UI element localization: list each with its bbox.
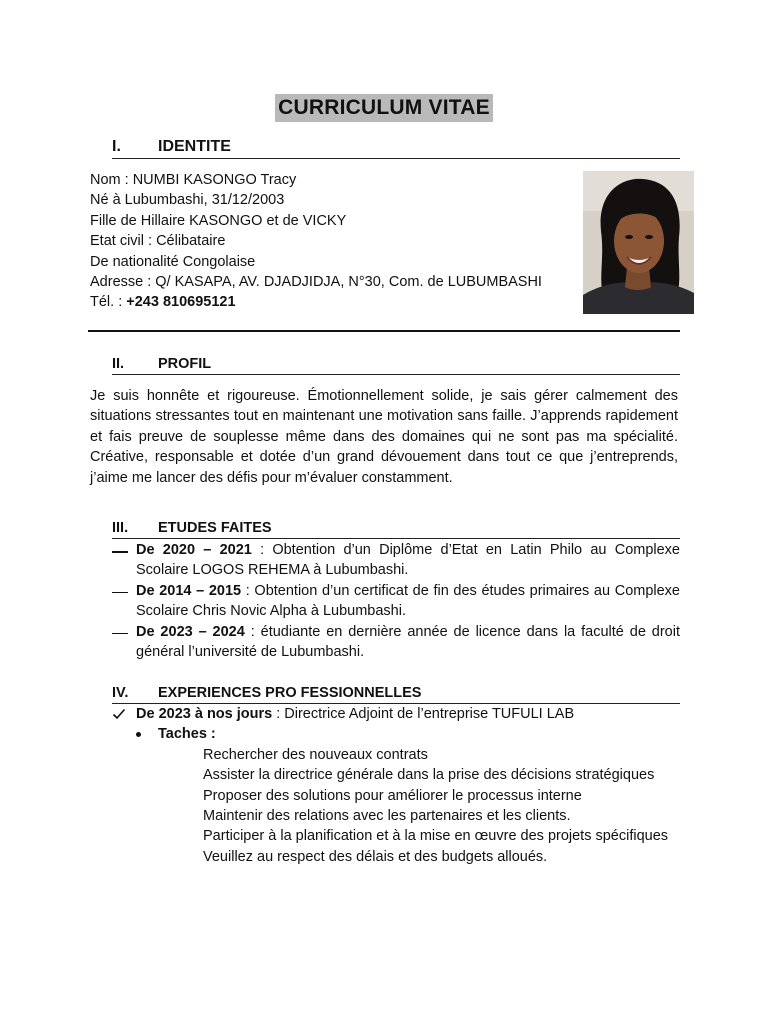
experience-role: : Directrice Adjoint de l’entreprise TUFULI LAB bbox=[272, 706, 575, 722]
identity-name: Nom : NUMBI KASONGO Tracy bbox=[90, 172, 297, 188]
list-item bbox=[110, 581, 680, 622]
section-number: IV. bbox=[112, 685, 129, 701]
section-header-profile bbox=[112, 354, 680, 375]
section-number: III. bbox=[112, 520, 129, 536]
study-description: : étudiante en dernière année de licence dans la faculté de droit général l’université de Lubumbashi. bbox=[136, 623, 680, 661]
task-item: Proposer des solutions pour améliorer le processus interne bbox=[203, 787, 582, 804]
portrait-photo bbox=[583, 171, 694, 314]
section-header-experience bbox=[112, 683, 680, 704]
task-item: Maintenir des relations avec les partenaires et les clients. bbox=[203, 808, 571, 825]
phone-value: +243 810695121 bbox=[126, 294, 236, 311]
bullet-icon bbox=[136, 732, 141, 737]
section-title: ETUDES FAITES bbox=[158, 520, 272, 536]
section-header-identity bbox=[112, 136, 680, 159]
identity-parents: Fille de Hillaire KASONGO et de VICKY bbox=[90, 212, 347, 229]
tasks-list bbox=[110, 745, 680, 867]
identity-phone bbox=[90, 292, 580, 312]
tasks-heading bbox=[110, 724, 680, 744]
study-description: : Obtention d’un certificat de fin des études primaires au Complexe Scolaire Chris Novic Alpha à Lubumbashi. bbox=[136, 582, 680, 620]
profile-photo bbox=[583, 171, 694, 314]
section-header-studies bbox=[112, 518, 680, 539]
studies-list bbox=[110, 540, 680, 662]
study-period: De 2023 – 2024 bbox=[136, 623, 245, 640]
experience-period: De 2023 à nos jours bbox=[136, 706, 273, 722]
study-description: : Obtention d’un Diplôme d’Etat en Latin Philo au Complexe Scolaire LOGOS REHEMA à Lubumbashi. bbox=[136, 542, 680, 579]
section-number: II. bbox=[112, 356, 125, 372]
tasks-label: Taches : bbox=[158, 726, 216, 743]
divider-line bbox=[88, 330, 680, 332]
profile-paragraph: Je suis honnête et rigoureuse. Émotionnellement solide, je sais gérer calmement des situations stressantes tout en maintenant une motivation sans faille. J’apprends rapidement et fais preuve de souplesse même dans des domaines qui ne sont pas ma spécialité. Créative, responsable et dotée d’un grand dévouement dans tout ce que j’entreprends, j’aime me lancer des défis pour m’évaluer constamment. bbox=[90, 388, 678, 486]
document-title: CURRICULUM VITAE bbox=[275, 94, 493, 122]
task-item: Assister la directrice générale dans la prise des décisions stratégiques bbox=[203, 767, 655, 784]
identity-nationality: De nationalité Congolaise bbox=[90, 253, 256, 270]
identity-block bbox=[90, 170, 580, 313]
study-period: De 2014 – 2015 bbox=[136, 582, 242, 599]
list-item bbox=[110, 622, 680, 663]
phone-label: Tél. : bbox=[90, 294, 127, 311]
task-item: Participer à la planification et à la mise en œuvre des projets spécifiques bbox=[203, 828, 669, 845]
experience-block bbox=[110, 704, 680, 867]
identity-civil-status: Etat civil : Célibataire bbox=[90, 233, 226, 250]
title-wrapper bbox=[0, 94, 768, 122]
section-title: EXPERIENCES PRO FESSIONNELLES bbox=[158, 685, 422, 701]
section-title: PROFIL bbox=[158, 356, 212, 372]
identity-address: Adresse : Q/ KASAPA, AV. DJADJIDJA, N°30, Com. de LUBUMBASHI bbox=[90, 274, 542, 291]
identity-born: Né à Lubumbashi, 31/12/2003 bbox=[90, 192, 285, 209]
section-number: I. bbox=[112, 138, 121, 155]
study-period: De 2020 – 2021 bbox=[136, 542, 252, 558]
list-item bbox=[110, 540, 680, 581]
experience-entry bbox=[110, 704, 680, 724]
task-item: Veuillez au respect des délais et des budgets alloués. bbox=[203, 848, 548, 865]
section-title: IDENTITE bbox=[158, 138, 231, 155]
task-item: Rechercher des nouveaux contrats bbox=[203, 746, 428, 763]
